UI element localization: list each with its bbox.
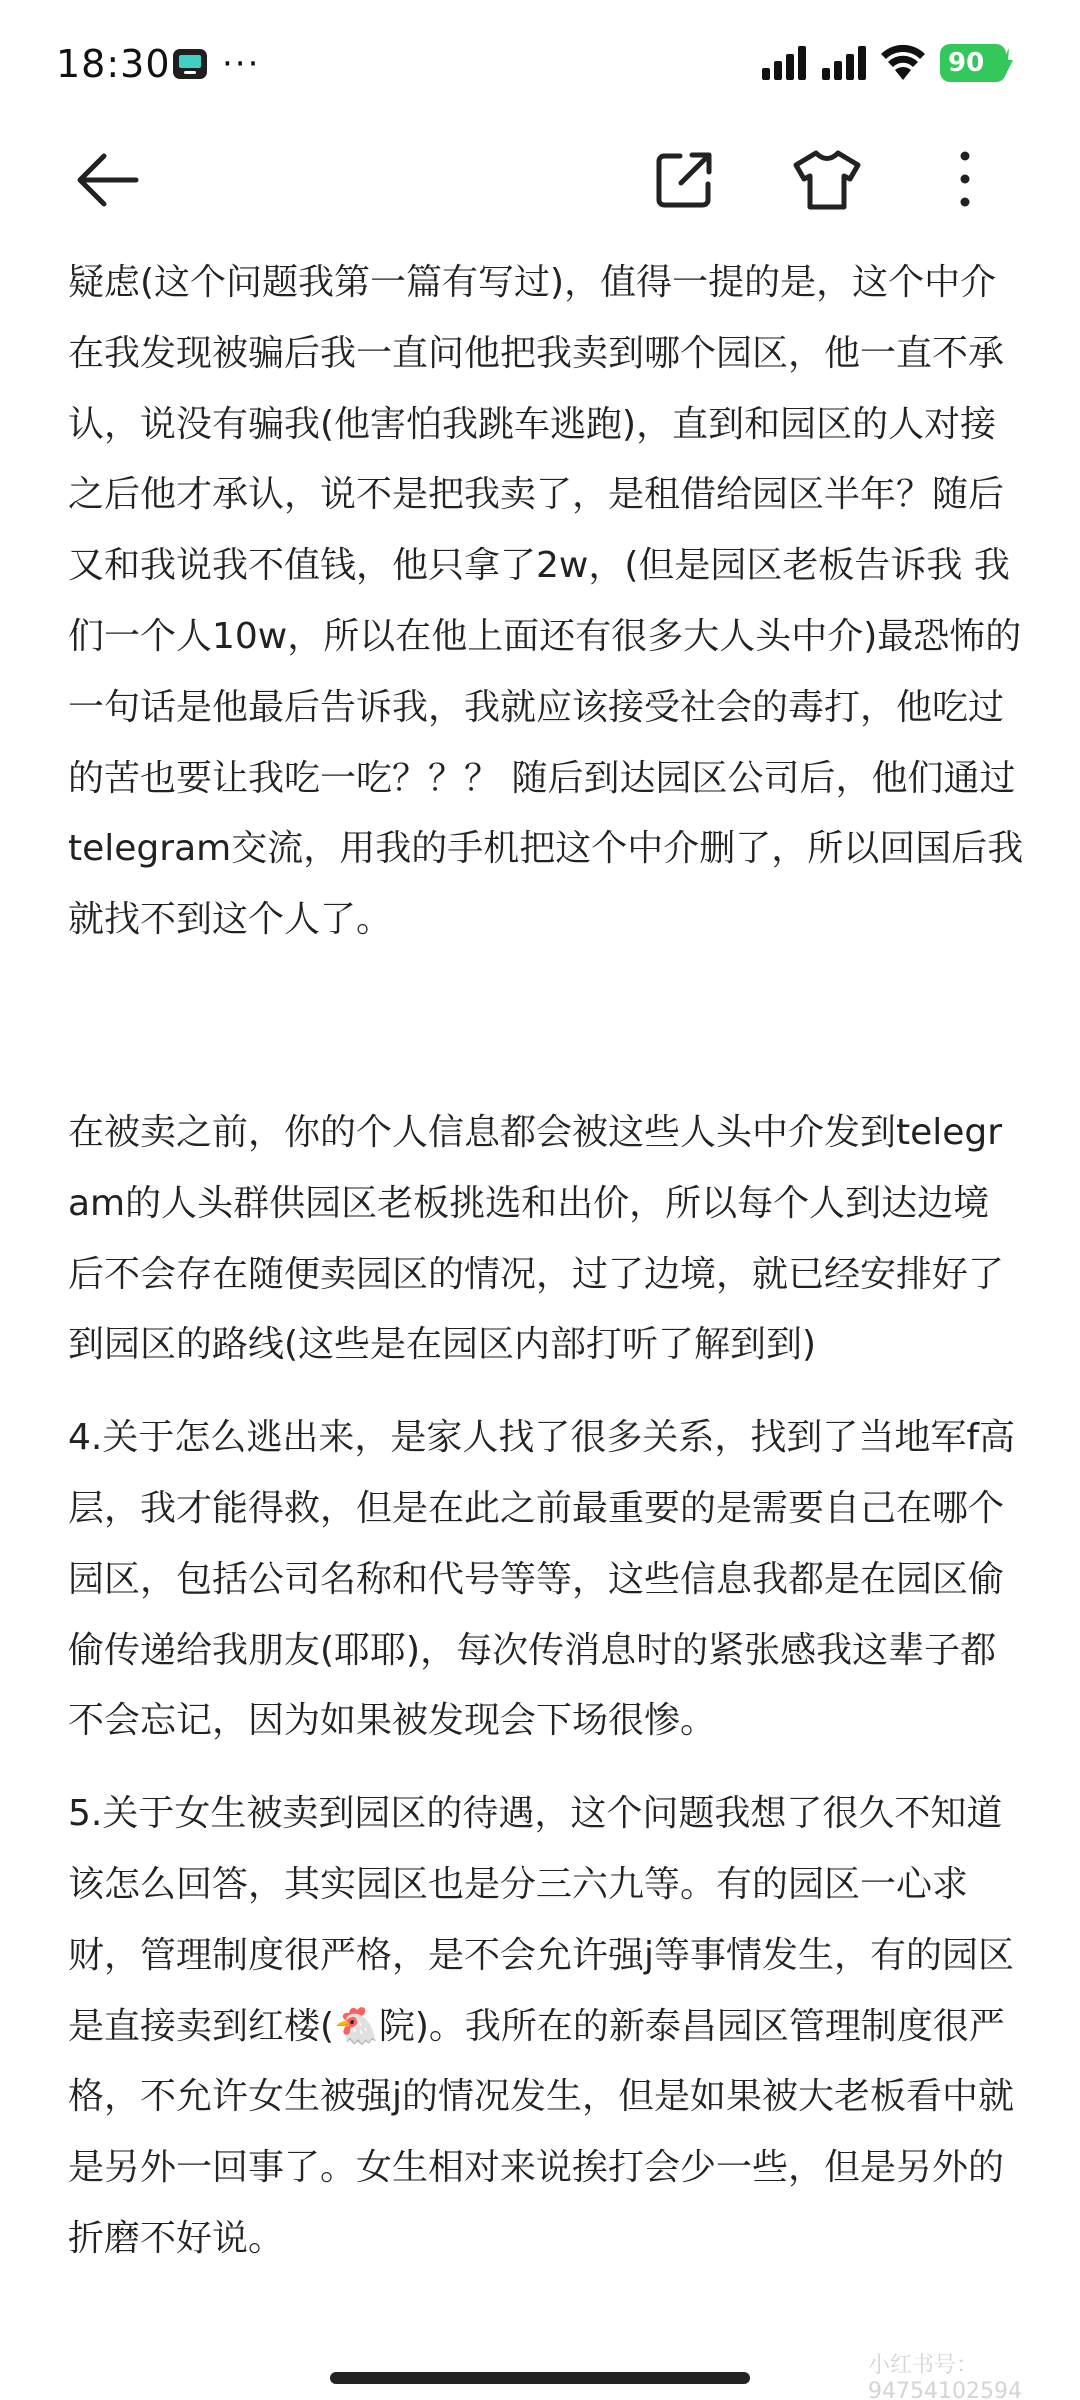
battery-icon <box>940 44 1006 82</box>
article-paragraph: 疑虑(这个问题我第一篇有写过)，值得一提的是，这个中介在我发现被骗后我一直问他把我卖到哪个园区，他一直不承认，说没有骗我(他害怕我跳车逃跑)，直到和园区的人对接之后他才承认，说不是把我卖了，是租借给园区半年？随后又和我说我不值钱，他只拿了2w，(但是园区老板告诉我 我们一个人10w，所以在他上面还有很多大人头中介)最恐怖的一句话是他最后告诉我，我就应该接受社会的毒打，他吃过的苦也要让我吃一吃？？？ 随后到达园区公司后，他们通过telegram交流，用我的手机把这个中介删了，所以回国后我就找不到这个人了。 <box>68 262 1024 941</box>
more-vertical-icon[interactable] <box>950 148 980 212</box>
share-icon[interactable] <box>652 148 716 212</box>
charging-icon <box>1000 48 1014 78</box>
home-indicator[interactable] <box>330 2372 750 2384</box>
signal-icon <box>822 46 868 80</box>
status-time: 18:30 <box>56 42 171 86</box>
article-paragraph: 4.关于怎么逃出来，是家人找了很多关系，找到了当地军f高层，我才能得救，但是在此之前最重要的是需要自己在哪个园区，包括公司名称和代号等等，这些信息我都是在园区偷偷传递给我朋友(耶耶)，每次传消息时的紧张感我这辈子都不会忘记，因为如果被发现会下场很惨。 <box>68 1417 1016 1742</box>
article-paragraph: 5.关于女生被卖到园区的待遇，这个问题我想了很久不知道该怎么回答，其实园区也是分三六九等。有的园区一心求财，管理制度很严格，是不会允许强j等事情发生，有的园区是直接卖到红楼(🐔院)。我所在的新泰昌园区管理制度很严格，不允许女生被强j的情况发生，但是如果被大老板看中就是另外一回事了。女生相对来说挨打会少一些，但是另外的折磨不好说。 <box>68 1793 1015 2259</box>
tshirt-icon[interactable] <box>792 148 862 212</box>
watermark: 小红书号：94754102594 <box>868 2353 1022 2400</box>
notification-more-icon: ··· <box>222 44 261 84</box>
wifi-icon <box>880 44 926 82</box>
status-bar <box>0 0 1080 130</box>
screen-icon <box>172 48 208 80</box>
article-paragraph: 在被卖之前，你的个人信息都会被这些人头中介发到telegram的人头群供园区老板挑选和出价，所以每个人到达边境后不会存在随便卖园区的情况，过了边境，就已经安排好了到园区的路线(这些是在园区内部打听了解到到) <box>68 1111 1005 1366</box>
back-arrow-icon[interactable] <box>74 150 140 210</box>
article-body <box>68 248 1024 2275</box>
battery-level: 90 <box>948 48 985 78</box>
signal-icon <box>762 46 808 80</box>
